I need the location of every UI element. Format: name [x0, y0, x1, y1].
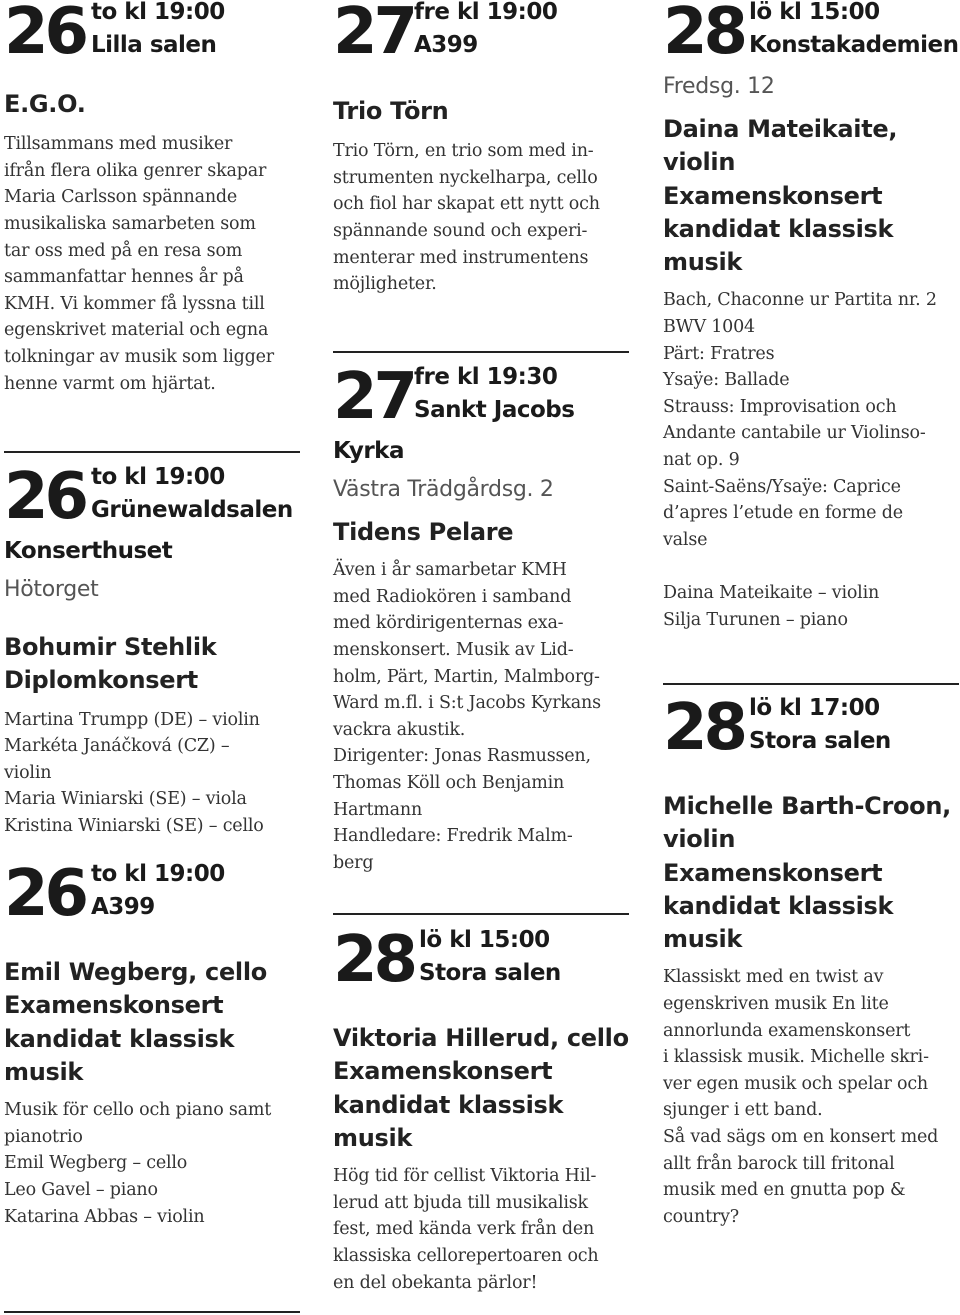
event-day: 27 [333, 0, 415, 69]
event-tidens-pelare [333, 360, 629, 876]
event-header [333, 923, 629, 998]
event-emil-wegberg [4, 857, 300, 1230]
event-bohumir-stehlik [4, 460, 300, 840]
event-title: Emil Wegberg, cello Examenskonsert kandidat klassisk musik [4, 958, 267, 1086]
event-day: 26 [4, 460, 86, 534]
event-day: 26 [4, 857, 86, 931]
event-address: Fredsg. 12 [663, 74, 775, 99]
event-venue: Konserthuset [4, 538, 173, 564]
event-day: 28 [663, 0, 745, 69]
event-header [333, 360, 629, 435]
event-title: E.G.O. [4, 90, 86, 118]
event-performers: Daina Mateikaite – violin Silja Turunen – piano [663, 583, 880, 631]
divider [4, 451, 300, 453]
divider [333, 913, 629, 915]
event-time: lö kl 17:00 [749, 695, 880, 721]
event-program: Bach, Chaconne ur Partita nr. 2 BWV 1004 Pärt: Fratres Ysaÿe: Ballade Strauss: Improvisation och Andante cantabile ur Violinso- nat op. 9 Saint-Saëns/Ysaÿe: Caprice d’apres l’etude en forme de valse [663, 290, 937, 550]
event-header [4, 460, 300, 535]
event-venue: Kyrka [333, 438, 405, 464]
event-time: lö kl 15:00 [419, 927, 550, 953]
event-header [663, 0, 959, 70]
divider [333, 351, 629, 353]
event-room: A399 [414, 32, 478, 58]
divider [663, 683, 959, 685]
event-day: 27 [333, 360, 415, 434]
event-performers: Martina Trumpp (DE) – violin Markéta Janáčková (CZ) – violin Maria Winiarski (SE) – viola Kristina Winiarski (SE) – cello [4, 709, 264, 836]
event-title: Daina Mateikaite, violin Examenskonsert kandidat klassisk musik [663, 115, 898, 277]
event-day: 28 [663, 691, 745, 765]
divider [4, 1311, 300, 1313]
event-address: Västra Trädgårdsg. 2 [333, 477, 554, 502]
event-description: Även i år samarbetar KMH med Radiokören i samband med kördirigenternas exa- menskonsert. Musik av Lid- holm, Pärt, Martin, Malmborg- Ward m.fl. i S:t Jacobs Kyrkans vackra akustik. Dirigenter: Jonas Rasmussen, Thomas Köll och Benjamin Hartmann Handledare: Fredrik Malm- berg [333, 560, 601, 873]
event-time: lö kl 15:00 [749, 0, 880, 25]
event-time: fre kl 19:30 [414, 364, 558, 390]
event-title: Tidens Pelare [333, 518, 514, 546]
event-daina-mateikaite [663, 0, 959, 634]
event-viktoria-hillerud [333, 923, 629, 1296]
event-header [333, 0, 629, 70]
event-time: to kl 19:00 [91, 0, 225, 25]
event-room: Stora salen [749, 728, 891, 754]
event-room: A399 [91, 894, 155, 920]
event-ego [4, 0, 300, 397]
event-description: Trio Törn, en trio som med in- strumenten nyckelharpa, cello och fiol har skapat ett nytt och spännande sound och experi- menterar med instrumentens möjligheter. [333, 141, 600, 295]
event-time: to kl 19:00 [91, 861, 225, 887]
event-room: Grünewaldsalen [91, 497, 293, 523]
event-description: Hög tid för cellist Viktoria Hil- lerud att bjuda till musikalisk fest, med kända verk från den klassiska cellorepertoaren och en del obekanta pärlor! [333, 1166, 599, 1293]
event-room: Lilla salen [91, 32, 217, 58]
event-trio-torn [333, 0, 629, 298]
event-time: fre kl 19:00 [414, 0, 558, 25]
event-room: Sankt Jacobs [414, 397, 575, 423]
event-title: Trio Törn [333, 97, 449, 125]
event-header [663, 691, 959, 766]
event-room: Stora salen [419, 960, 561, 986]
event-header [4, 857, 300, 932]
event-day: 26 [4, 0, 86, 69]
event-address: Hötorget [4, 577, 99, 602]
event-title: Viktoria Hillerud, cello Examenskonsert kandidat klassisk musik [333, 1024, 629, 1152]
event-time: to kl 19:00 [91, 464, 225, 490]
event-description: Tillsammans med musiker ifrån flera olika genrer skapar Maria Carlsson spännande musikaliska samarbeten som tar oss med på en resa som sammanfattar hennes år på KMH. Vi kommer få lyssna till egenskrivet material och egna tolkningar av musik som ligger henne varmt om hjärtat. [4, 134, 274, 394]
event-description: Klassiskt med en twist av egenskriven musik En lite annorlunda examenskonsert i klassisk musik. Michelle skri- ver egen musik och spelar och sjunger i ett band. Så vad sägs om en konsert med allt från barock till fritonal musik med en gnutta pop & country? [663, 967, 939, 1227]
event-michelle-barth-croon [663, 691, 959, 1230]
event-room: Konstakademien [749, 32, 959, 58]
event-title: Michelle Barth-Croon, violin Examenskonsert kandidat klassisk musik [663, 792, 951, 954]
event-description: Musik för cello och piano samt pianotrio Emil Wegberg – cello Leo Gavel – piano Katarina Abbas – violin [4, 1100, 272, 1227]
event-title: Bohumir Stehlik Diplomkonsert [4, 633, 217, 695]
event-day: 28 [333, 923, 415, 997]
event-header [4, 0, 300, 70]
